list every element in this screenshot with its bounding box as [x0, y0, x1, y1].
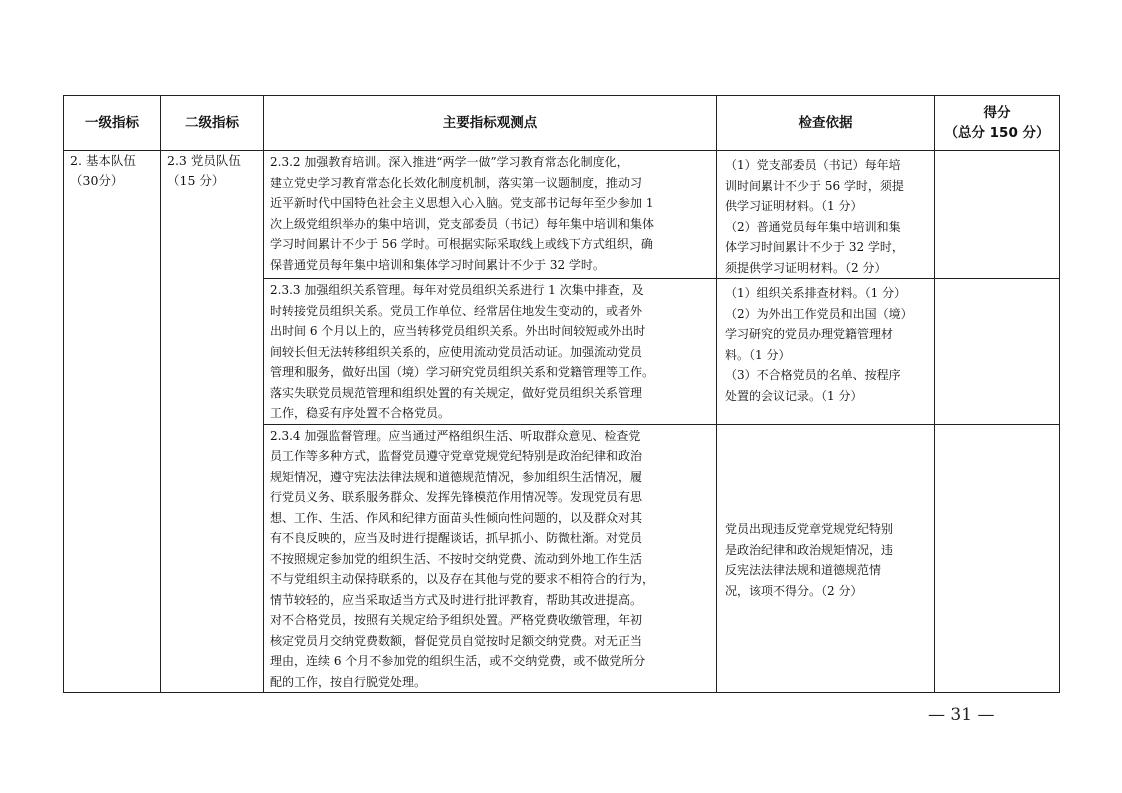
table-header-row	[64, 96, 1060, 151]
score-cell	[935, 424, 1060, 693]
header-level2: 二级指标	[161, 96, 264, 151]
text-line: （2）为外出工作党员和出国（境）	[725, 306, 913, 321]
text-line: 党员出现违反党章党规党纪特别	[725, 522, 894, 537]
text-line: 有不良反映的，应当及时进行提醒谈话，抓早抓小、防微杜渐。对党员	[270, 531, 643, 545]
basis-text	[725, 283, 926, 406]
text-line: 想、工作、生活、作风和纪律方面苗头性倾向性问题的，以及群众对其	[270, 510, 643, 525]
observation-cell	[264, 424, 717, 693]
page-number: — 31 —	[928, 705, 995, 725]
basis-cell	[717, 279, 935, 425]
text-line: （2）普通党员每年集中培训和集	[725, 219, 901, 234]
level1-name: 2. 基本队伍	[70, 153, 136, 168]
indicator-table	[63, 95, 1060, 693]
observation-cell	[264, 151, 717, 279]
text-line: 行党员义务、联系服务群众、发挥先锋模范作用情况等。发现党员有思	[270, 490, 643, 504]
score-cell	[935, 279, 1060, 425]
text-line: 处置的会议记录。（1 分）	[725, 388, 863, 403]
text-line: 近平新时代中国特色社会主义思想入心入脑。党支部书记每年至少参加 1	[270, 196, 654, 210]
header-observation: 主要指标观测点	[264, 96, 717, 151]
text-line: 学习研究的党员办理党籍管理材	[725, 327, 894, 341]
header-basis: 检查依据	[717, 96, 935, 151]
text-line: （3）不合格党员的名单、按程序	[725, 368, 901, 382]
text-line: 不按照规定参加党的组织生活、不按时交纳党费、流动到外地工作生活	[270, 551, 643, 566]
observation-text	[270, 426, 711, 693]
header-level1: 一级指标	[64, 96, 161, 151]
text-line: 建立党史学习教育常态化长效化制度机制，落实第一议题制度，推动习	[270, 175, 643, 190]
text-line: 规矩情况，遵守宪法法律法规和道德规范情况，参加组织生活情况，履	[270, 469, 643, 484]
text-line: 训时间累计不少于 56 学时，须提	[725, 178, 904, 193]
observation-text	[270, 280, 711, 424]
text-line: 时转接党员组织关系。党员工作单位、经常居住地发生变动的，或者外	[270, 303, 643, 318]
basis-cell	[717, 424, 935, 693]
text-line: 须提供学习证明材料。（2 分）	[725, 260, 887, 275]
level1-cell	[64, 151, 161, 693]
observation-cell	[264, 279, 717, 425]
text-line: （1）党支部委员（书记）每年培	[725, 158, 901, 172]
table-row	[64, 151, 1060, 279]
text-line: 体学习时间累计不少于 32 学时，	[725, 240, 904, 254]
header-score-title: 得分	[983, 105, 1011, 121]
text-line: 次上级党组织举办的集中培训，党支部委员（书记）每年集中培训和集体	[270, 216, 655, 231]
observation-text	[270, 152, 711, 275]
text-line: 2.3.4 加强监督管理。应当通过严格组织生活、听取群众意见、检查党	[270, 428, 641, 443]
text-line: 间较长但无法转移组织关系的，应使用流动党员活动证。加强流动党员	[270, 344, 643, 359]
text-line: 是政治纪律和政治规矩情况，违	[725, 542, 894, 557]
text-line: 工作，稳妥有序处置不合格党员。	[270, 406, 451, 420]
basis-text	[725, 155, 926, 278]
basis-cell	[717, 151, 935, 279]
level1-score: （30分）	[70, 173, 124, 188]
text-line: 落实失联党员规范管理和组织处置的有关规定，做好党员组织关系管理	[270, 385, 643, 400]
text-line: 反宪法法律法规和道德规范情	[725, 563, 882, 578]
text-line: 管理和服务，做好出国（境）学习研究党员组织关系和党籍管理等工作。	[270, 365, 655, 379]
level2-name: 2.3 党员队伍	[167, 153, 241, 168]
text-line: 出时间 6 个月以上的，应当转移党员组织关系。外出时间较短或外出时	[270, 324, 646, 338]
text-line: 况，该项不得分。（2 分）	[725, 583, 863, 598]
level2-cell	[161, 151, 264, 693]
text-line: （1）组织关系排查材料。（1 分）	[725, 286, 907, 300]
text-line: 对不合格党员，按照有关规定给予组织处置。严格党费收缴管理，年初	[270, 613, 643, 627]
text-line: 保普通党员每年集中培训和集体学习时间累计不少于 32 学时。	[270, 257, 605, 272]
text-line: 2.3.3 加强组织关系管理。每年对党员组织关系进行 1 次集中排查，及	[270, 283, 644, 297]
text-line: 料。（1 分）	[725, 347, 791, 362]
text-line: 配的工作，按自行脱党处理。	[270, 674, 427, 689]
score-cell	[935, 151, 1060, 279]
text-line: 核定党员月交纳党费数额，督促党员自觉按时足额交纳党费。对无正当	[270, 633, 643, 648]
text-line: 不与党组织主动保持联系的，以及存在其他与党的要求不相符合的行为，	[270, 572, 655, 586]
text-line: 供学习证明材料。（1 分）	[725, 199, 863, 213]
text-line: 情节较轻的，应当采取适当方式及时进行批评教育，帮助其改进提高。	[270, 592, 643, 607]
level2-score: （15 分）	[167, 173, 225, 188]
text-line: 员工作等多种方式，监督党员遵守党章党规党纪特别是政治纪律和政治	[270, 449, 643, 463]
header-score-total: （总分 150 分）	[944, 125, 1050, 141]
basis-text	[725, 519, 926, 601]
text-line: 2.3.2 加强教育培训。深入推进“两学一做”学习教育常态化制度化，	[270, 155, 629, 169]
text-line: 学习时间累计不少于 56 学时。可根据实际采取线上或线下方式组织，确	[270, 237, 653, 251]
text-line: 理由，连续 6 个月不参加党的组织生活，或不交纳党费，或不做党所分	[270, 654, 646, 668]
header-score	[935, 96, 1060, 151]
